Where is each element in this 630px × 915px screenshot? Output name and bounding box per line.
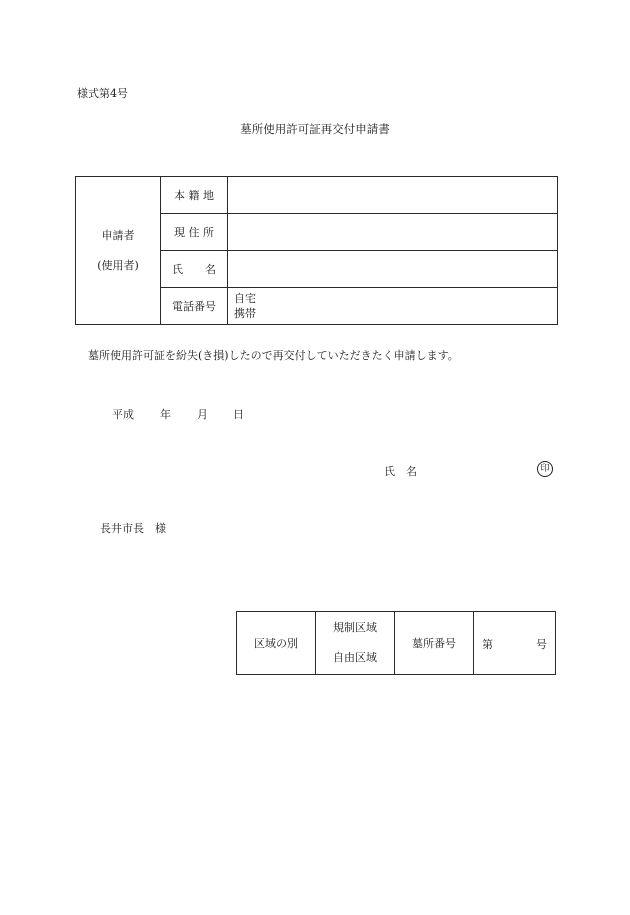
applicant-table — [75, 176, 558, 325]
phone-label: 電話番号 — [161, 288, 228, 325]
form-number: 様式第4号 — [77, 87, 128, 100]
name-label: 氏 名 — [161, 251, 228, 288]
applicant-group-label — [76, 177, 161, 325]
page-title: 墓所使用許可証再交付申請書 — [240, 122, 390, 136]
date-era: 平成 — [112, 408, 134, 421]
grave-number-field[interactable] — [474, 612, 556, 675]
current-address-label: 現 住 所 — [161, 214, 228, 251]
phone-field[interactable] — [228, 288, 558, 325]
home-phone-label: 自宅 — [234, 292, 256, 305]
grave-table — [236, 611, 556, 675]
current-address-field[interactable] — [228, 214, 558, 251]
grave-number-label: 墓所番号 — [395, 612, 474, 675]
restricted-area-option[interactable]: 規制区域 — [333, 621, 377, 634]
date-day-label: 日 — [233, 408, 244, 421]
area-type-label: 区域の別 — [237, 612, 316, 675]
user-label: (使用者) — [97, 258, 139, 272]
application-statement: 墓所使用許可証を紛失(き損)したので再交付していただきたく申請します。 — [88, 349, 459, 362]
permanent-domicile-field[interactable] — [228, 177, 558, 214]
name-field[interactable] — [228, 251, 558, 288]
signature-name-label: 氏 名 — [384, 465, 417, 478]
addressee: 長井市長 様 — [100, 522, 166, 535]
seal-mark: 印 — [537, 461, 553, 477]
permanent-domicile-label: 本 籍 地 — [161, 177, 228, 214]
applicant-label: 申請者 — [101, 228, 135, 242]
date-year-label: 年 — [160, 408, 171, 421]
grave-number-prefix: 第 — [482, 638, 493, 651]
mobile-phone-label: 携帯 — [234, 307, 256, 320]
area-options[interactable] — [316, 612, 395, 675]
free-area-option[interactable]: 自由区域 — [333, 651, 377, 664]
date-month-label: 月 — [197, 408, 208, 421]
grave-number-suffix: 号 — [536, 638, 547, 651]
